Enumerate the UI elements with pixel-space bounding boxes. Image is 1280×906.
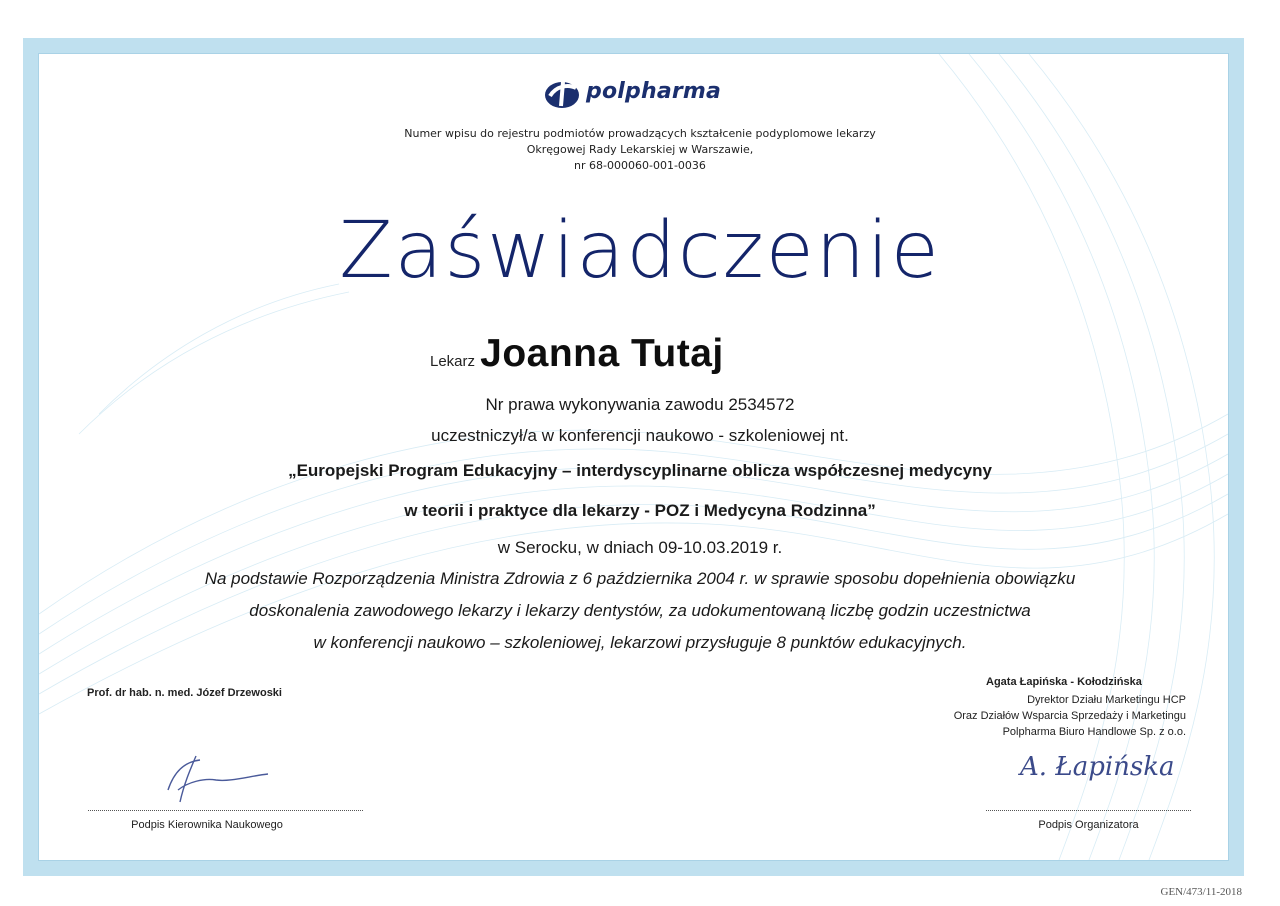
legal-line-3: w konferencji naukowo – szkoleniowej, lekarzowi przysługuje 8 punktów edukacyjnych. — [313, 633, 967, 652]
legal-line-2: doskonalenia zawodowego lekarzy i lekarzy dentystów, za udokumentowaną liczbę godzin uczestnictwa — [249, 601, 1031, 620]
organizer-role-1: Dyrektor Działu Marketingu HCP — [1027, 694, 1186, 706]
topic-line-2: w teorii i praktyce dla lekarzy - POZ i Medycyna Rodzinna” — [404, 501, 876, 520]
legal-line-1: Na podstawie Rozporządzenia Ministra Zdrowia z 6 października 2004 r. w sprawie sposobu dopełnienia obowiązku — [204, 569, 1076, 588]
recipient-prefix: Lekarz — [430, 353, 476, 370]
organizer-company: Polpharma Biuro Handlowe Sp. z o.o. — [1002, 726, 1186, 738]
organizer-caption: Podpis Organizatora — [1038, 819, 1139, 831]
recipient-row — [430, 332, 724, 376]
polpharma-logo-icon — [542, 76, 582, 110]
topic-line-1: „Europejski Program Edukacyjny – interdyscyplinarne oblicza współczesnej medycyny — [288, 461, 992, 480]
organizer-handwritten-signature: A. Łapińska — [1020, 752, 1175, 782]
organizer-role-2: Oraz Działów Wsparcia Sprzedaży i Marketingu — [953, 710, 1186, 722]
polpharma-logo — [542, 76, 732, 110]
registry-line-1: Numer wpisu do rejestru podmiotów prowadzących kształcenie podyplomowe lekarzy — [404, 127, 876, 140]
participation-text: uczestniczył/a w konferencji naukowo - szkoleniowej nt. — [431, 426, 849, 445]
recipient-name: Joanna Tutaj — [480, 332, 724, 375]
scientific-director-name: Prof. dr hab. n. med. Józef Drzewoski — [87, 687, 282, 699]
registry-line-2: Okręgowej Rady Lekarskiej w Warszawie, — [526, 143, 754, 156]
brand-name: polpharma — [586, 79, 722, 104]
signature-line-right — [986, 810, 1191, 811]
certificate-title: Zaświadczenie — [339, 206, 941, 296]
document-code: GEN/473/11-2018 — [1160, 886, 1242, 898]
place-and-date: w Serocku, w dniach 09-10.03.2019 r. — [497, 538, 783, 557]
scientific-director-signature — [160, 750, 280, 810]
scientific-director-caption: Podpis Kierownika Naukowego — [131, 819, 283, 831]
signature-line-left — [88, 810, 363, 811]
organizer-name: Agata Łapińska - Kołodzińska — [986, 676, 1142, 688]
license-number: Nr prawa wykonywania zawodu 2534572 — [485, 395, 795, 414]
registry-line-3: nr 68-000060-001-0036 — [574, 159, 706, 172]
